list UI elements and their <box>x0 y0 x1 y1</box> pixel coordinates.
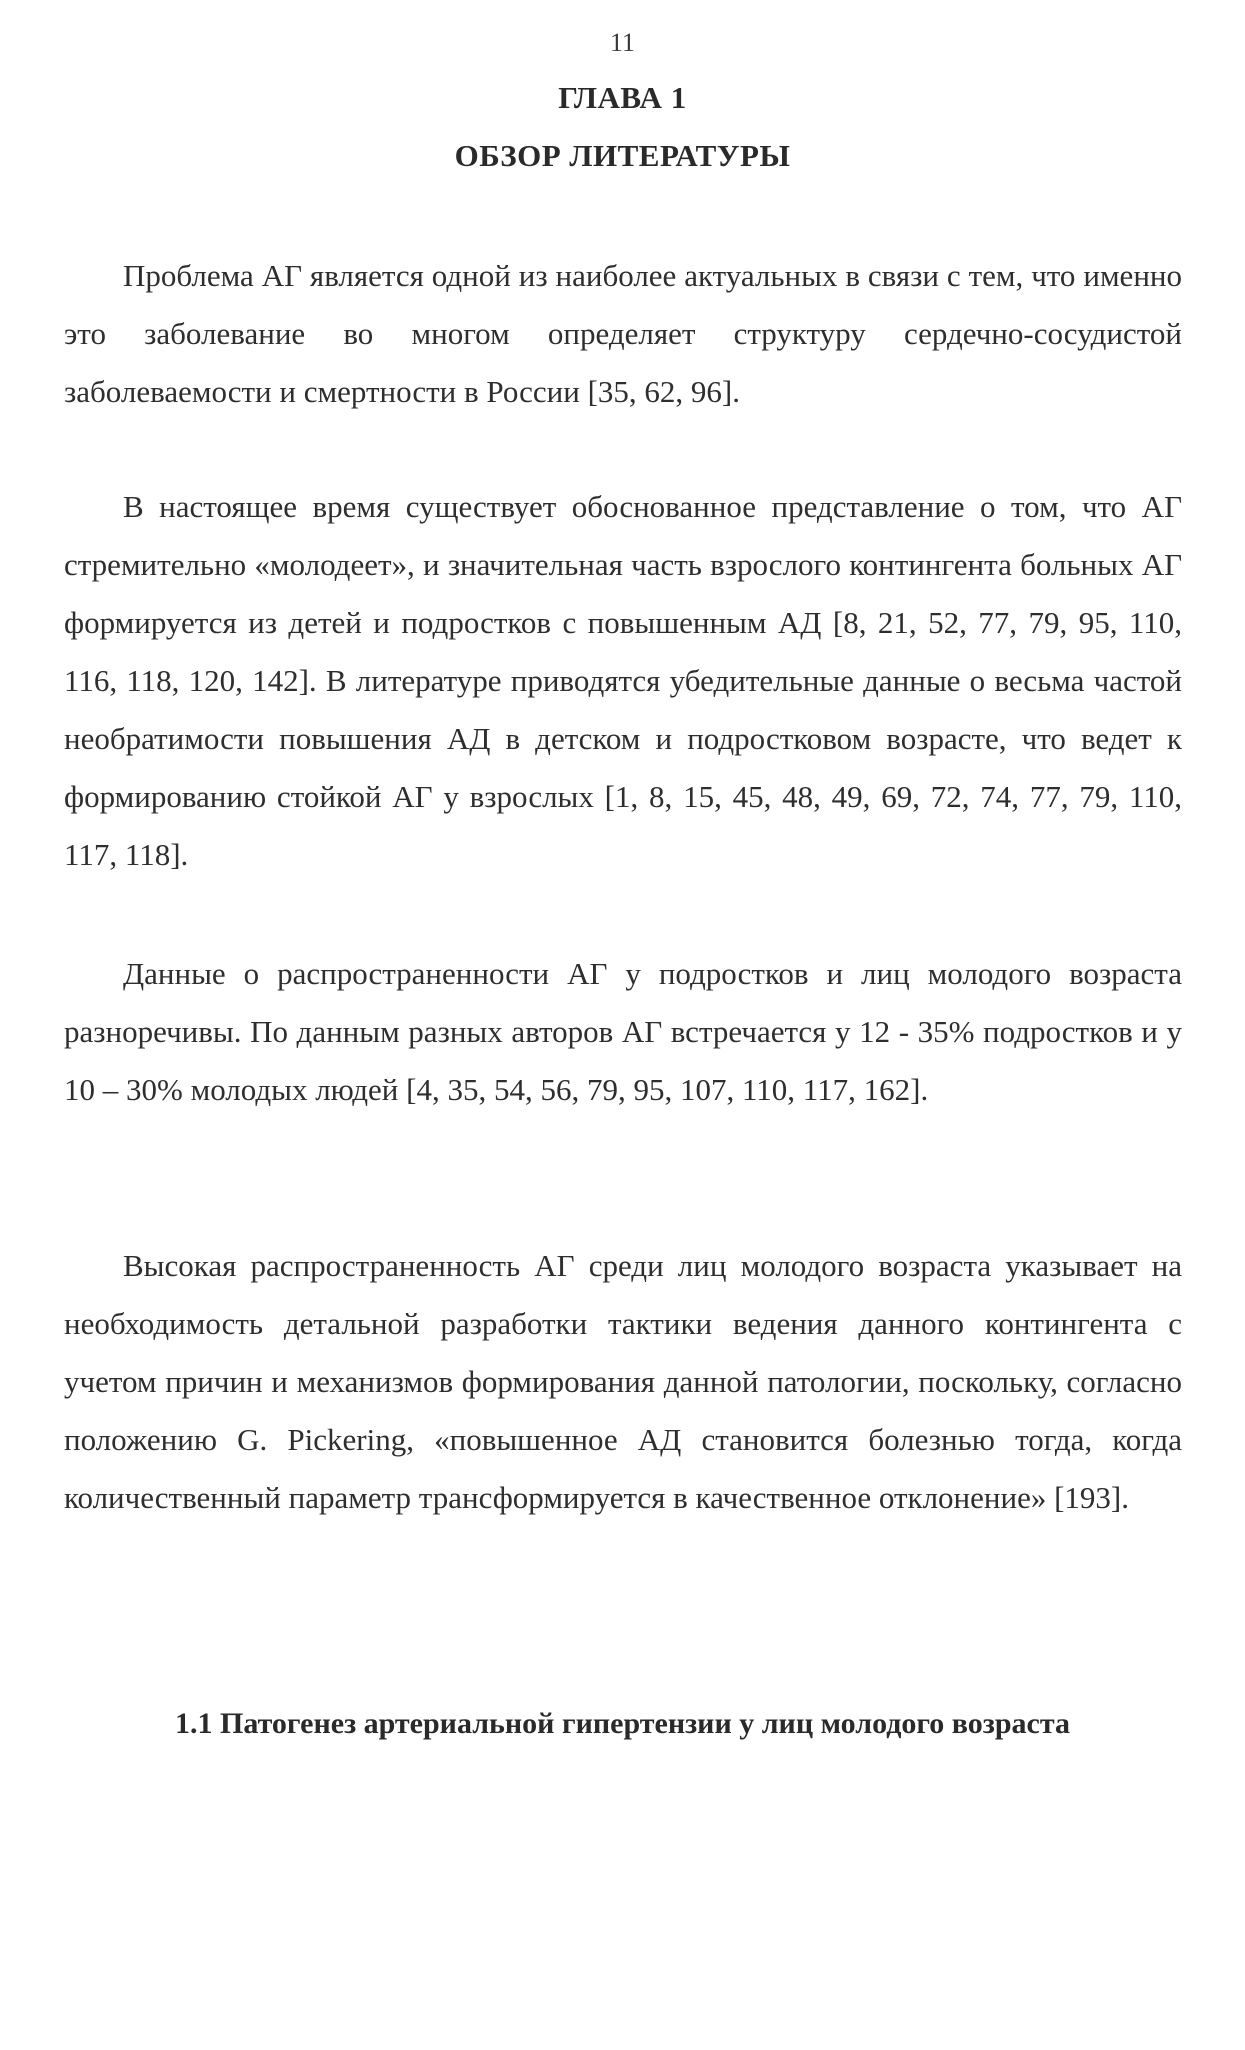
paragraph-3: Данные о распространенности АГ у подростков и лиц молодого возраста разноречивы. По данным разных авторов АГ встречается у 12 - 35% подростков и у 10 – 30% молодых людей [4, 35, 54, 56, 79, 95, 107, 110, 117, 162]. <box>64 956 1182 1107</box>
chapter-title: ОБЗОР ЛИТЕРАТУРЫ <box>454 138 791 173</box>
subsection-title: 1.1 Патогенез артериальной гипертензии у лиц молодого возраста <box>175 1707 1070 1740</box>
paragraph-1: Проблема АГ является одной из наиболее актуальных в связи с тем, что именно это заболевание во многом определяет структуру сердечно-сосудистой заболеваемости и смертности в России [35, 62, 96]. <box>64 258 1182 409</box>
paragraph-2: В настоящее время существует обоснованное представление о том, что АГ стремительно «молодеет», и значительная часть взрослого контингента больных АГ формируется из детей и подростков с повышенным АД [8, 21, 52, 77, 79, 95, 110, 116, 118, 120, 142]. В литературе приводятся убедительные данные о весьма частой необратимости повышения АД в детском и подростковом возрасте, что ведет к формированию стойкой АГ у взрослых [1, 8, 15, 45, 48, 49, 69, 72, 74, 77, 79, 110, 117, 118]. <box>64 489 1182 872</box>
chapter-label: ГЛАВА 1 <box>558 80 687 115</box>
paragraph-4: Высокая распространенность АГ среди лиц молодого возраста указывает на необходимость детальной разработки тактики ведения данного контингента с учетом причин и механизмов формирования данной патологии, поскольку, согласно положению G. Pickering, «повышенное АД становится болезнью тогда, когда количественный параметр трансформируется в качественное отклонение» [193]. <box>64 1248 1182 1515</box>
page-number: 11 <box>609 28 636 57</box>
